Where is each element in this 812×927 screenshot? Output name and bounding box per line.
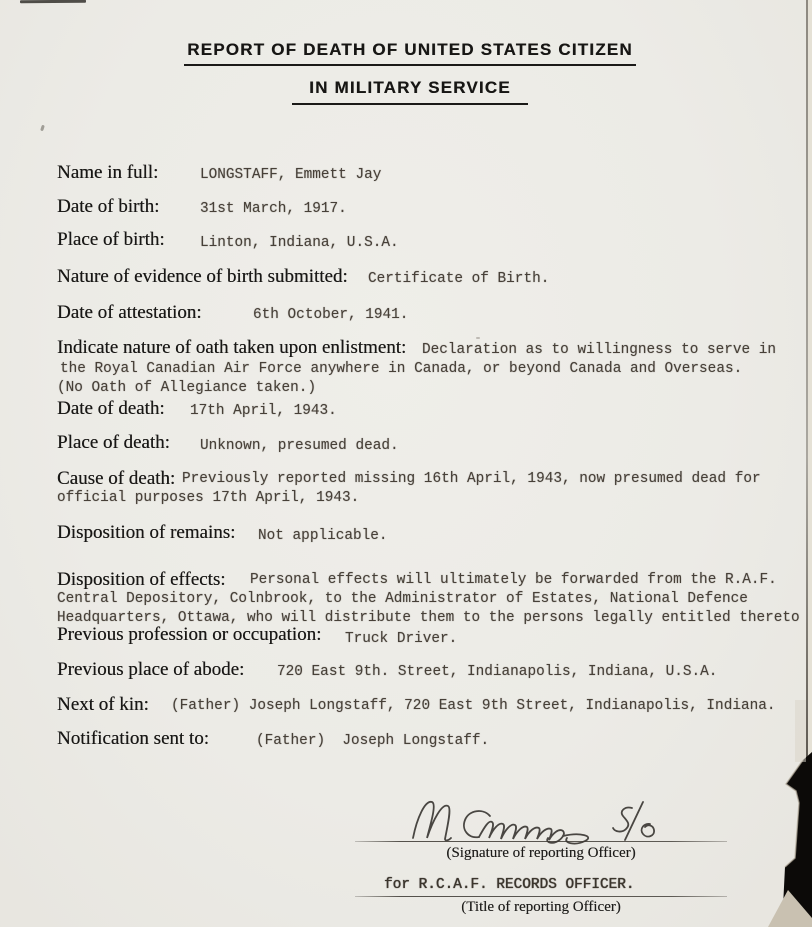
field-label-disposition-of-effects: Disposition of effects: xyxy=(57,569,226,590)
field-value-disposition-of-effects-line2: Central Depository, Colnbrook, to the Administrator of Estates, National Defence xyxy=(57,591,748,607)
field-value-oath-line2: the Royal Canadian Air Force anywhere in Canada, or beyond Canada and Overseas. xyxy=(60,361,743,377)
field-label-evidence-of-birth: Nature of evidence of birth submitted: xyxy=(57,266,348,287)
field-label-date-of-birth: Date of birth: xyxy=(57,196,160,217)
field-label-next-of-kin: Next of kin: xyxy=(57,694,149,715)
field-value-previous-profession: Truck Driver. xyxy=(345,631,458,647)
field-value-cause-of-death-line1: Previously reported missing 16th April, 1943, now presumed dead for xyxy=(182,471,761,487)
field-label-date-of-death: Date of death: xyxy=(57,398,165,419)
signature-rule-line xyxy=(355,841,727,842)
officer-title-typed: for R.C.A.F. RECORDS OFFICER. xyxy=(384,877,635,893)
field-value-oath-line3: (No Oath of Allegiance taken.) xyxy=(57,380,317,396)
field-label-previous-abode: Previous place of abode: xyxy=(57,659,245,680)
ink-speck xyxy=(40,125,45,132)
field-value-next-of-kin: (Father) Joseph Longstaff, 720 East 9th Street, Indianapolis, Indiana. xyxy=(171,698,776,714)
signature-caption: (Signature of reporting Officer) xyxy=(446,845,636,861)
field-value-date-of-death: 17th April, 1943. xyxy=(190,403,337,419)
handwritten-signature xyxy=(395,788,725,848)
field-value-cause-of-death-line2: official purposes 17th April, 1943. xyxy=(57,490,360,506)
field-value-oath-line1: Declaration as to willingness to serve in xyxy=(422,342,777,358)
title-caption: (Title of reporting Officer) xyxy=(461,899,621,915)
field-value-place-of-birth: Linton, Indiana, U.S.A. xyxy=(200,235,399,251)
field-value-previous-abode: 720 East 9th. Street, Indianapolis, Indiana, U.S.A. xyxy=(277,664,718,680)
field-value-evidence-of-birth: Certificate of Birth. xyxy=(368,271,550,287)
field-label-cause-of-death: Cause of death: xyxy=(57,468,176,489)
field-label-name-in-full: Name in full: xyxy=(57,162,159,183)
field-label-oath: Indicate nature of oath taken upon enlistment: xyxy=(57,337,407,358)
field-label-disposition-of-remains: Disposition of remains: xyxy=(57,522,236,543)
field-label-previous-profession: Previous profession or occupation: xyxy=(57,624,322,645)
field-value-place-of-death: Unknown, presumed dead. xyxy=(200,438,399,454)
field-value-date-of-birth: 31st March, 1917. xyxy=(200,201,347,217)
scan-top-edge-mark xyxy=(20,0,86,3)
field-value-disposition-of-effects-line3: Headquarters, Ottawa, who will distribute them to the persons legally entitled thereto xyxy=(57,610,800,626)
field-value-name-in-full: LONGSTAFF, Emmett Jay xyxy=(200,167,382,183)
torn-page-corner xyxy=(730,550,812,927)
field-value-date-of-attestation: 6th October, 1941. xyxy=(253,307,409,323)
document-title-line2: IN MILITARY SERVICE xyxy=(292,78,528,105)
document-subtitle-row xyxy=(0,60,812,105)
field-value-disposition-of-remains: Not applicable. xyxy=(258,528,388,544)
field-value-notification-sent-to: (Father) Joseph Longstaff. xyxy=(256,733,490,749)
field-label-date-of-attestation: Date of attestation: xyxy=(57,302,202,323)
field-label-notification-sent-to: Notification sent to: xyxy=(57,728,209,749)
field-label-place-of-death: Place of death: xyxy=(57,432,170,453)
field-value-disposition-of-effects-line1: Personal effects will ultimately be forwarded from the R.A.F. xyxy=(250,572,777,588)
field-label-place-of-birth: Place of birth: xyxy=(57,229,165,250)
document-title-line1: REPORT OF DEATH OF UNITED STATES CITIZEN xyxy=(184,40,636,66)
title-rule-line xyxy=(355,896,727,897)
ink-speck xyxy=(476,337,480,339)
